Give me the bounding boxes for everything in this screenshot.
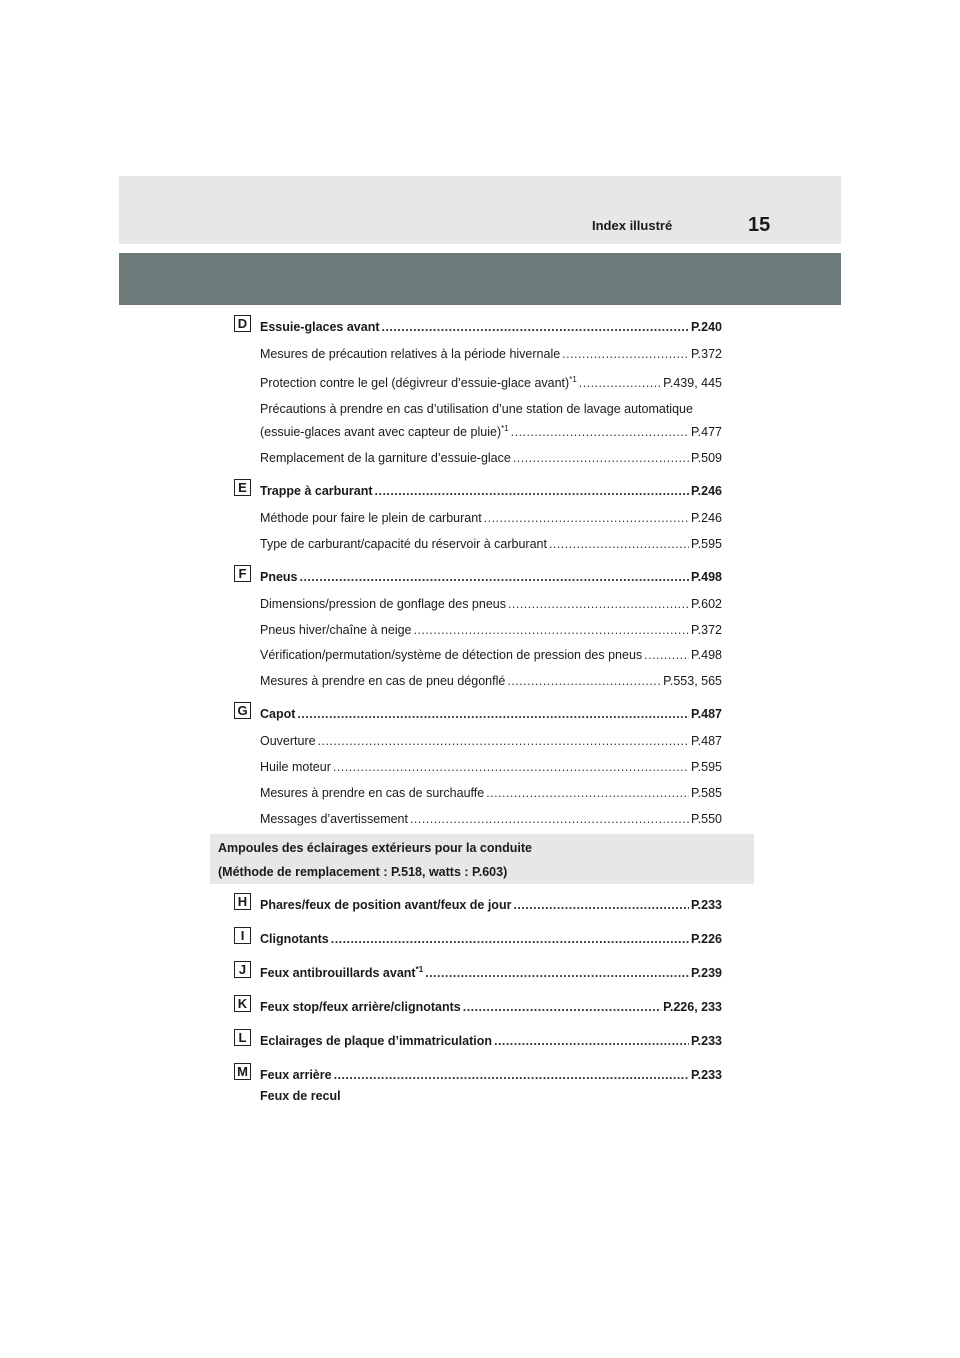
index-subentry[interactable]: Méthode pour faire le plein de carburant . . . P.246 bbox=[260, 510, 722, 526]
bulbs-heading: Ampoules des éclairages extérieurs pour la conduite bbox=[218, 841, 532, 855]
index-entry-stop-lights[interactable]: Feux stop/feux arrière/clignotants . . . P.226, 233 bbox=[260, 999, 722, 1015]
index-subentry[interactable]: Type de carburant/capacité du réservoir à carburant . . . P.595 bbox=[260, 536, 722, 552]
callout-letter-k: K bbox=[234, 995, 251, 1012]
index-subentry[interactable]: Vérification/permutation/système de détection de pression des pneus . . . P.498 bbox=[260, 647, 722, 663]
callout-letter-l: L bbox=[234, 1029, 251, 1046]
callout-letter-g: G bbox=[234, 702, 251, 719]
index-subentry[interactable]: Huile moteur . . . P.595 bbox=[260, 759, 722, 775]
index-entry-hood[interactable]: Capot . . . P.487 bbox=[260, 706, 722, 722]
index-entry-turn-signals[interactable]: Clignotants . . . P.226 bbox=[260, 931, 722, 947]
index-entry-license-plate-lights[interactable]: Eclairages de plaque d’immatriculation . . . P.233 bbox=[260, 1033, 722, 1049]
callout-letter-j: J bbox=[234, 961, 251, 978]
index-subentry[interactable]: Protection contre le gel (dégivreur d’essuie-glace avant)$^{*1}$ . . . P.439, 445 bbox=[260, 375, 722, 391]
section-title: Index illustré bbox=[592, 218, 673, 233]
callout-letter-h: H bbox=[234, 893, 251, 910]
index-subentry-line: Précautions à prendre en cas d’utilisation d’une station de lavage automatique bbox=[260, 402, 693, 416]
callout-letter-f: F bbox=[234, 565, 251, 582]
index-subentry[interactable]: Dimensions/pression de gonflage des pneus . . . P.602 bbox=[260, 596, 722, 612]
index-entry-tires[interactable]: Pneus . . . P.498 bbox=[260, 569, 722, 585]
index-entry-fuel-door[interactable]: Trappe à carburant . . . P.246 bbox=[260, 483, 722, 499]
title-banner bbox=[119, 253, 841, 305]
index-subentry[interactable]: Mesures de précaution relatives à la période hivernale . . . P.372 bbox=[260, 346, 722, 362]
index-entry-fog-lights[interactable]: Feux antibrouillards avant$^{*1}$ . . . P.239 bbox=[260, 965, 722, 981]
callout-letter-i: I bbox=[234, 927, 251, 944]
callout-letter-m: M bbox=[234, 1063, 251, 1080]
index-entry-headlights[interactable]: Phares/feux de position avant/feux de jour . . . P.233 bbox=[260, 897, 722, 913]
page-number: 15 bbox=[748, 214, 771, 236]
index-entry-wipers[interactable]: Essuie-glaces avant . . . P.240 bbox=[260, 319, 722, 335]
bulbs-replacement-note: (Méthode de remplacement : P.518, watts : P.603) bbox=[218, 865, 508, 879]
callout-letter-d: D bbox=[234, 315, 251, 332]
index-subentry[interactable]: (essuie-glaces avant avec capteur de pluie)$^{*1}$ . . . P.477 bbox=[260, 424, 722, 440]
index-subentry[interactable]: Messages d’avertissement . . . P.550 bbox=[260, 811, 722, 827]
index-subentry[interactable]: Ouverture . . . P.487 bbox=[260, 733, 722, 749]
callout-letter-e: E bbox=[234, 479, 251, 496]
index-entry-reverse-lights: Feux de recul bbox=[260, 1089, 341, 1103]
index-subentry[interactable]: Pneus hiver/chaîne à neige . . . P.372 bbox=[260, 622, 722, 638]
index-subentry[interactable]: Mesures à prendre en cas de surchauffe . . . P.585 bbox=[260, 785, 722, 801]
index-subentry[interactable]: Mesures à prendre en cas de pneu dégonflé . . . P.553, 565 bbox=[260, 673, 722, 689]
index-subentry[interactable]: Remplacement de la garniture d’essuie-glace . . . P.509 bbox=[260, 450, 722, 466]
header-band bbox=[119, 176, 841, 244]
index-entry-rear-lights[interactable]: Feux arrière . . . P.233 bbox=[260, 1067, 722, 1083]
